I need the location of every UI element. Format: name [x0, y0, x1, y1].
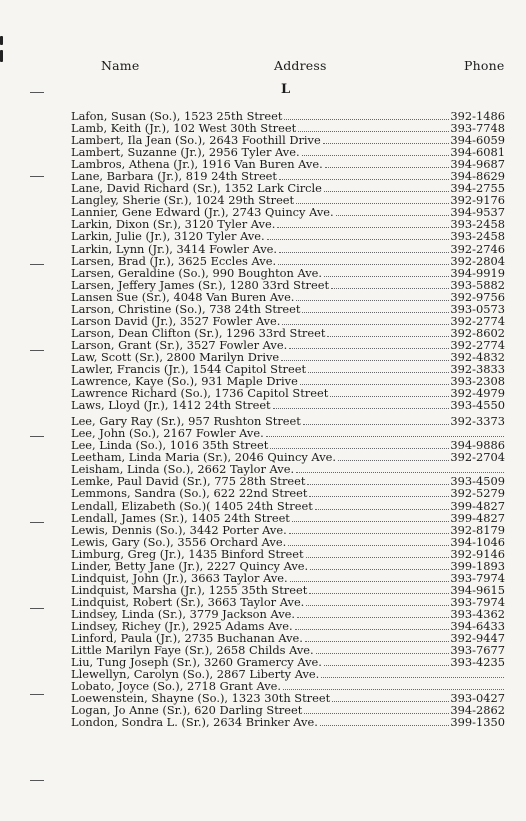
margin-tick	[30, 176, 44, 177]
dot-leader	[278, 264, 449, 265]
entry-phone: 394-9615	[450, 582, 505, 597]
dot-leader	[298, 131, 449, 132]
dot-leader	[267, 239, 450, 240]
entry-phone: 393-4550	[450, 398, 505, 413]
entry-name-address: Lindsey, Richey (Jr.), 2925 Adams Ave.	[71, 618, 293, 633]
entry-name-address: Lawrence, Kaye (So.), 931 Maple Drive	[71, 374, 298, 389]
dot-leader	[270, 448, 449, 449]
entry-phone: 394-9687	[450, 157, 505, 172]
dot-leader	[323, 143, 450, 144]
entry-name-address: Lee, John (So.), 2167 Fowler Ave.	[71, 426, 264, 441]
dot-leader	[310, 569, 449, 570]
directory-entry	[71, 512, 505, 524]
dot-leader	[279, 252, 449, 253]
entry-phone: 392-2774	[450, 337, 505, 352]
entry-name-address: Larsen, Brad (Jr.), 3625 Eccles Ave.	[71, 253, 277, 268]
directory-entry	[71, 230, 505, 242]
entry-phone: 399-4827	[450, 498, 505, 513]
entry-name-address: Lewis, Gary (So.), 3556 Orchard Ave.	[71, 534, 287, 549]
entry-name-address: Lindquist, Robert (Sr.), 3663 Taylor Ave.	[71, 594, 305, 609]
entry-phone: 392-9756	[450, 289, 505, 304]
dot-leader	[305, 641, 450, 642]
entry-phone: 392-9176	[450, 193, 505, 208]
entry-phone: 399-1350	[450, 715, 505, 730]
directory-entry	[71, 291, 505, 303]
entry-phone: 393-0573	[450, 301, 505, 316]
dot-leader	[306, 557, 450, 558]
entry-name-address: Larson, Grant (Sr.), 3527 Fowler Ave.	[71, 337, 288, 352]
entry-name-address: Lafon, Susan (So.), 1523 25th Street	[71, 109, 283, 123]
entry-phone: 399-4827	[450, 510, 505, 525]
dot-leader	[321, 677, 504, 678]
entry-name-address: Larson David (Jr.), 3527 Fowler Ave.	[71, 313, 281, 328]
entry-phone: 393-7748	[450, 121, 505, 136]
directory-entry	[71, 524, 505, 536]
directory-list	[71, 110, 505, 728]
entry-phone: 394-9886	[450, 438, 505, 453]
dot-leader	[292, 521, 450, 522]
directory-entry	[71, 500, 505, 512]
dot-leader	[296, 472, 504, 473]
directory-entry	[71, 716, 505, 728]
dot-leader	[331, 288, 449, 289]
entry-phone: 392-4832	[450, 349, 505, 364]
entry-phone: 392-3833	[450, 361, 505, 376]
entry-phone: 394-9537	[450, 205, 505, 220]
dot-leader	[325, 167, 450, 168]
entry-name-address: Law, Scott (Sr.), 2800 Marilyn Drive	[71, 349, 280, 364]
entry-phone: 392-4979	[450, 386, 505, 401]
directory-entry	[71, 560, 505, 572]
entry-phone: 393-4235	[450, 655, 505, 670]
entry-phone: 393-4362	[450, 606, 505, 621]
entry-name-address: Llewellyn, Carolyn (So.), 2867 Liberty Ave.	[71, 667, 320, 682]
entry-phone: 392-8602	[450, 325, 505, 340]
entry-name-address: Linder, Betty Jane (Jr.), 2227 Quincy Ave.	[71, 558, 309, 573]
dot-leader	[330, 396, 449, 397]
dot-leader	[283, 689, 504, 690]
column-header-address: Address	[274, 58, 327, 73]
directory-entry	[71, 267, 505, 279]
directory-entry	[71, 536, 505, 548]
dot-leader	[279, 179, 449, 180]
dot-leader	[289, 533, 450, 534]
directory-entry	[71, 399, 505, 411]
entry-name-address: Lawler, Francis (Jr.), 1544 Capitol Street	[71, 361, 307, 376]
entry-phone: 392-9146	[450, 546, 505, 561]
entry-name-address: Lambert, Suzanne (Jr.), 2956 Tyler Ave.	[71, 145, 300, 160]
entry-phone: 392-3373	[450, 414, 505, 429]
entry-name-address: Larson, Dean Clifton (Sr.), 1296 33rd Street	[71, 325, 326, 340]
entry-phone: 394-6059	[450, 133, 505, 148]
entry-name-address: Liu, Tung Joseph (Sr.), 3260 Gramercy Ave.	[71, 655, 322, 670]
entry-name-address: Lee, Gary Ray (Sr.), 957 Rushton Street	[71, 414, 301, 429]
column-header-phone: Phone	[464, 58, 505, 73]
margin-tick	[30, 780, 44, 781]
dot-leader	[309, 593, 449, 594]
entry-phone: 394-2862	[450, 703, 505, 718]
entry-phone: 393-0427	[450, 691, 505, 706]
dot-leader	[320, 725, 450, 726]
entry-name-address: Loewenstein, Shayne (So.), 1323 30th Street	[71, 691, 331, 706]
entry-name-address: Laws, Lloyd (Jr.), 1412 24th Street	[71, 398, 271, 413]
dot-leader	[273, 408, 450, 409]
entry-phone: 394-1046	[450, 534, 505, 549]
dot-leader	[324, 191, 449, 192]
entry-phone: 399-1893	[450, 558, 505, 573]
dot-leader	[289, 348, 449, 349]
entry-name-address: Lannier, Gene Edward (Jr.), 2743 Quincy Ave.	[71, 205, 334, 220]
entry-name-address: Larkin, Dixon (Sr.), 3120 Tyler Ave.	[71, 217, 276, 232]
entry-phone: 394-2755	[450, 181, 505, 196]
directory-entry	[71, 255, 505, 267]
directory-entry	[71, 487, 505, 499]
entry-name-address: Larkin, Lynn (Jr.), 3414 Fowler Ave.	[71, 241, 278, 256]
dot-leader	[300, 384, 450, 385]
dot-leader	[277, 227, 449, 228]
entry-phone: 392-1486	[450, 109, 505, 123]
entry-name-address: Lindquist, Marsha (Jr.), 1255 35th Street	[71, 582, 308, 597]
entry-name-address: Larkin, Julie (Jr.), 3120 Tyler Ave.	[71, 229, 265, 244]
entry-phone: 393-7677	[450, 643, 505, 658]
entry-phone: 392-2704	[450, 450, 505, 465]
dot-leader	[338, 460, 449, 461]
entry-name-address: Lemmons, Sandra (So.), 622 22nd Street	[71, 486, 308, 501]
entry-name-address: Lewis, Dennis (So.), 3442 Porter Ave.	[71, 522, 287, 537]
entry-name-address: Little Marilyn Faye (Sr.), 2658 Childs Ave.	[71, 643, 314, 658]
dot-leader	[297, 617, 449, 618]
dot-leader	[315, 509, 450, 510]
dot-leader	[309, 496, 449, 497]
dot-leader	[327, 336, 449, 337]
directory-entry	[71, 548, 505, 560]
margin-tick	[30, 608, 44, 609]
margin-tick	[30, 350, 44, 351]
entry-phone: 392-8179	[450, 522, 505, 537]
margin-tick	[30, 264, 44, 265]
dot-leader	[296, 203, 449, 204]
dot-leader	[303, 424, 450, 425]
dot-leader	[336, 215, 450, 216]
entry-phone: 392-2774	[450, 313, 505, 328]
dot-leader	[302, 155, 450, 156]
entry-name-address: London, Sondra L. (Sr.), 2634 Brinker Ave.	[71, 715, 318, 730]
entry-name-address: Lamb, Keith (Jr.), 102 West 30th Street	[71, 121, 297, 136]
entry-name-address: Logan, Jo Anne (Sr.), 620 Darling Street	[71, 703, 303, 718]
entry-name-address: Lendall, Elizabeth (So.)( 1405 24th Street	[71, 498, 313, 513]
entry-name-address: Lane, Barbara (Jr.), 819 24th Street	[71, 169, 278, 184]
entry-name-address: Larson, Christine (So.), 738 24th Street	[71, 301, 301, 316]
dot-leader	[266, 436, 504, 437]
entry-name-address: Lansen Sue (Sr.), 4048 Van Buren Ave.	[71, 289, 295, 304]
entry-name-address: Lawrence Richard (So.), 1736 Capitol Street	[71, 386, 329, 401]
entry-phone: 393-2458	[450, 229, 505, 244]
section-letter: L	[281, 82, 291, 97]
entry-phone: 393-5882	[450, 277, 505, 292]
entry-phone: 393-2308	[450, 374, 505, 389]
entry-name-address: Lendall, James (Sr.), 1405 24th Street	[71, 510, 290, 525]
entry-phone: 393-7974	[450, 570, 505, 585]
directory-entry	[71, 243, 505, 255]
dot-leader	[306, 605, 449, 606]
dot-leader	[288, 545, 449, 546]
dot-leader	[282, 324, 449, 325]
entry-name-address: Larsen, Geraldine (So.), 990 Boughton Ave.	[71, 265, 323, 280]
entry-phone: 393-4509	[450, 474, 505, 489]
entry-phone: 394-6081	[450, 145, 505, 160]
entry-phone: 394-6433	[450, 618, 505, 633]
entry-name-address: Langley, Sherie (Sr.), 1024 29th Street	[71, 193, 295, 208]
entry-phone: 392-2746	[450, 241, 505, 256]
entry-phone: 392-2804	[450, 253, 505, 268]
dot-leader	[296, 300, 449, 301]
dot-leader	[332, 701, 449, 702]
margin-tick	[30, 694, 44, 695]
binding-mark	[0, 50, 3, 62]
margin-tick	[30, 522, 44, 523]
directory-entry	[71, 279, 505, 291]
entry-phone: 392-5279	[450, 486, 505, 501]
entry-name-address: Larsen, Jeffery James (Sr.), 1280 33rd Street	[71, 277, 330, 292]
dot-leader	[308, 372, 449, 373]
binding-mark	[0, 36, 3, 45]
entry-name-address: Leisham, Linda (So.), 2662 Taylor Ave.	[71, 462, 295, 477]
entry-phone: 393-2458	[450, 217, 505, 232]
dot-leader	[302, 312, 449, 313]
dot-leader	[324, 276, 449, 277]
entry-name-address: Lee, Linda (So.), 1016 35th Street	[71, 438, 269, 453]
entry-name-address: Leetham, Linda Maria (Sr.), 2046 Quincy Ave.	[71, 450, 336, 465]
entry-name-address: Lindquist, John (Jr.), 3663 Taylor Ave.	[71, 570, 288, 585]
entry-name-address: Lindsey, Linda (Sr.), 3779 Jackson Ave.	[71, 606, 296, 621]
entry-name-address: Linford, Paula (Jr.), 2735 Buchanan Ave.	[71, 631, 303, 646]
entry-name-address: Lobato, Joyce (So.), 2718 Grant Ave.	[71, 679, 282, 694]
dot-leader	[281, 360, 449, 361]
entry-name-address: Lambros, Athena (Jr.), 1916 Van Buren Ave.	[71, 157, 323, 172]
column-header-name: Name	[101, 58, 140, 73]
entry-phone: 394-9919	[450, 265, 505, 280]
entry-phone: 393-7974	[450, 594, 505, 609]
dot-leader	[295, 629, 450, 630]
dot-leader	[284, 119, 449, 120]
entry-name-address: Limburg, Greg (Jr.), 1435 Binford Street	[71, 546, 304, 561]
entry-phone: 392-9447	[450, 631, 505, 646]
dot-leader	[324, 665, 450, 666]
entry-phone: 394-8629	[450, 169, 505, 184]
margin-tick	[30, 436, 44, 437]
entry-name-address: Lane, David Richard (Sr.), 1352 Lark Circle	[71, 181, 322, 196]
dot-leader	[304, 713, 449, 714]
dot-leader	[307, 484, 449, 485]
entry-name-address: Lemke, Paul David (Sr.), 775 28th Street	[71, 474, 306, 489]
directory-entry	[71, 303, 505, 315]
dot-leader	[290, 581, 450, 582]
entry-name-address: Lambert, Ila Jean (So.), 2643 Foothill Drive	[71, 133, 321, 148]
dot-leader	[316, 653, 450, 654]
